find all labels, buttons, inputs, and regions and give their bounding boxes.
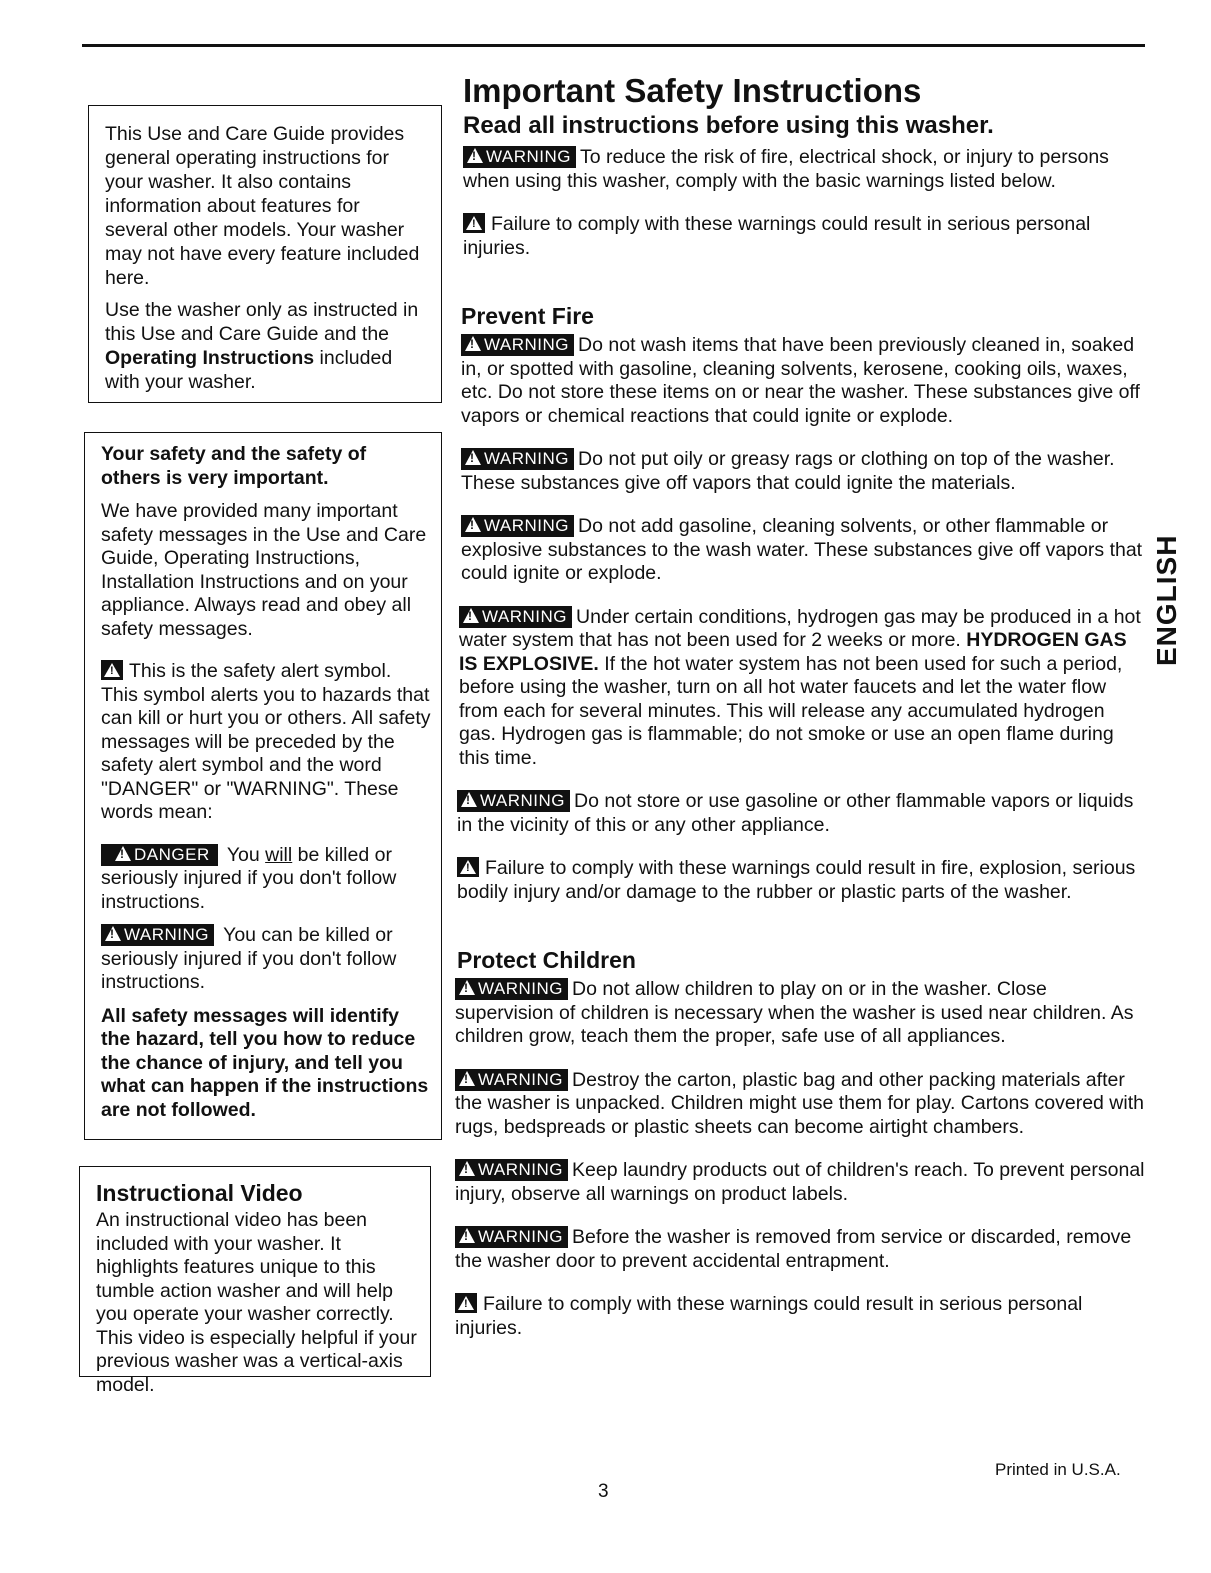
warning-triangle-icon	[465, 517, 481, 532]
fire-warning-4	[459, 606, 1145, 771]
video-body: An instructional video has been included with your washer. It highlights features unique to this tumble action washer and will help you operate your washer correctly. This video is especially helpful if your previous washer was a vertical-axis model.	[96, 1209, 417, 1396]
video-title: Instructional Video	[96, 1180, 303, 1206]
warning-badge	[457, 790, 570, 812]
warning-badge-label: WARNING	[482, 606, 568, 626]
fire-warning-1-text: Do not wash items that have been previously cleaned in, soaked in, or spotted with gasoline, cleaning solvents, kerosene, cooking oils, waxes, etc. Do not store these items on or near the washer. These substances give off vapors or chemical reactions that could ignite or explode.	[461, 334, 1140, 427]
guide-usage-start: Use the washer only as instructed in this Use and Care Guide and the	[105, 299, 419, 345]
fire-warning-3	[461, 515, 1145, 586]
safety-alert-icon	[463, 213, 485, 233]
child-alert	[455, 1293, 1145, 1340]
child-warning-4	[455, 1226, 1145, 1273]
warning-badge-label: WARNING	[478, 1069, 564, 1089]
intro-alert	[463, 213, 1145, 260]
warning-badge	[101, 924, 214, 946]
danger-will: will	[265, 843, 293, 866]
printed-in: Printed in U.S.A.	[995, 1460, 1121, 1479]
child-warning-4-text: Before the washer is removed from service or discarded, remove the washer door to prevent accidental entrapment.	[455, 1226, 1132, 1272]
warning-badge-label: WARNING	[478, 979, 564, 998]
warning-badge-label: WARNING	[484, 516, 570, 535]
guide-info-box	[88, 105, 442, 403]
warning-badge	[463, 146, 576, 168]
warning-badge	[461, 334, 574, 356]
safety-closing: All safety messages will identify the hazard, tell you how to reduce the chance of injury, and tell you what can happen if the instructions are not followed.	[101, 1004, 429, 1121]
danger-badge-label: DANGER	[134, 844, 210, 864]
warning-triangle-icon	[459, 1161, 475, 1176]
intro-warning-text: To reduce the risk of fire, electrical shock, or injury to persons when using this washer, comply with the basic warnings listed below.	[463, 146, 1109, 192]
safety-messages-text: We have provided many important safety messages in the Use and Care Guide, Operating Instructions, Installation Instructions and on your appliance. Always read and obey all safety messages.	[101, 500, 427, 640]
warning-badge	[455, 1159, 568, 1181]
instructional-video-box	[79, 1166, 431, 1396]
page-title: Important Safety Instructions	[463, 72, 922, 109]
child-alert-text: Failure to comply with these warnings could result in serious personal injuries.	[455, 1293, 1083, 1339]
fire-warning-1	[461, 334, 1145, 428]
safety-alert-icon	[457, 857, 479, 877]
danger-pre: You	[226, 843, 260, 866]
fire-warning-4-text-b: If the hot water system has not been used for such a period, before using the washer, turn on all hot water faucets and let the water flow from each for several minutes. This will release any accumulated hydrogen gas. Hydrogen gas is flammable; do not smoke or use an open flame during this time.	[459, 652, 1123, 769]
warning-triangle-icon	[105, 926, 121, 941]
safety-alert-icon	[455, 1293, 477, 1313]
language-label: ENGLISH	[1151, 534, 1182, 666]
safety-importance-box	[84, 432, 442, 1140]
warning-triangle-icon	[459, 980, 475, 995]
warning-badge-label: WARNING	[484, 335, 570, 354]
top-rule	[82, 44, 1145, 47]
warning-badge-label: WARNING	[478, 1160, 564, 1179]
safety-alert-icon	[101, 660, 123, 680]
child-warning-3-text: Keep laundry products out of children's reach. To prevent personal injury, observe all warnings on product labels.	[455, 1159, 1145, 1205]
warning-badge-label: WARNING	[484, 449, 570, 468]
warning-badge	[455, 1226, 568, 1248]
alert-symbol-desc: This is the safety alert symbol. This symbol alerts you to hazards that can kill or hurt you or others. All safety messages will be preceded by the safety alert symbol and the word "DANGER" or "WARNING". These words mean:	[101, 660, 431, 823]
page-subtitle: Read all instructions before using this washer.	[463, 112, 994, 139]
fire-warning-2	[461, 448, 1145, 495]
fire-warning-2-text: Do not put oily or greasy rags or clothing on top of the washer. These substances give off vapors that could ignite the materials.	[461, 448, 1115, 494]
warning-triangle-icon	[465, 450, 481, 465]
child-warning-1-text: Do not allow children to play on or in the washer. Close supervision of children is necessary when the washer is used near children. As children grow, teach them the proper, safe use of all appliances.	[455, 978, 1134, 1047]
child-warning-3	[455, 1159, 1145, 1206]
warning-triangle-icon	[465, 336, 481, 351]
fire-warning-5	[457, 790, 1145, 837]
warning-badge-label: WARNING	[480, 791, 566, 810]
warning-definition	[101, 924, 431, 995]
danger-badge	[101, 844, 218, 866]
guide-usage-end: included with your washer.	[105, 347, 393, 393]
child-warning-1	[455, 978, 1145, 1049]
fire-warning-4-text-a: Under certain conditions, hydrogen gas may be produced in a hot water system that has not been used for 2 weeks or more.	[459, 605, 1141, 651]
warning-triangle-icon	[461, 792, 477, 807]
alert-symbol-text	[101, 660, 431, 825]
warning-triangle-icon	[467, 148, 483, 163]
intro-alert-text: Failure to comply with these warnings could result in serious personal injuries.	[463, 213, 1091, 259]
warning-text: You can be killed or seriously injured if you don't follow instructions.	[101, 924, 397, 993]
fire-alert	[457, 857, 1145, 904]
danger-post: be killed or seriously injured if you don't follow instructions.	[101, 843, 397, 913]
fire-alert-text: Failure to comply with these warnings could result in fire, explosion, serious bodily injury and/or damage to the rubber or plastic parts of the washer.	[457, 857, 1136, 903]
safety-instructions	[455, 72, 1145, 1340]
children-heading: Protect Children	[457, 947, 636, 973]
safety-heading: Your safety and the safety of others is very important.	[101, 443, 367, 489]
danger-definition	[101, 844, 431, 915]
guide-usage-bold: Operating Instructions	[105, 347, 315, 369]
fire-warning-3-text: Do not add gasoline, cleaning solvents, or other flammable or explosive substances to the wash water. These substances give off vapors that could ignite or explode.	[461, 515, 1143, 584]
child-warning-2	[455, 1069, 1145, 1140]
warning-badge	[455, 1069, 568, 1091]
guide-usage	[105, 298, 427, 394]
warning-triangle-icon	[115, 846, 131, 861]
warning-badge-label: WARNING	[124, 925, 210, 944]
warning-triangle-icon	[459, 1228, 475, 1243]
warning-triangle-icon	[463, 608, 479, 623]
guide-intro: This Use and Care Guide provides general operating instructions for your washer. It also contains information about features for several other models. Your washer may not have every feature included here.	[105, 123, 420, 289]
warning-badge-label: WARNING	[478, 1227, 564, 1246]
warning-badge	[459, 606, 572, 628]
warning-badge-label: WARNING	[486, 147, 572, 166]
warning-badge	[455, 978, 568, 1000]
hydrogen-explosive: HYDROGEN GAS IS EXPLOSIVE.	[459, 629, 1127, 675]
fire-heading: Prevent Fire	[461, 303, 594, 329]
page-number: 3	[598, 1481, 609, 1502]
warning-badge	[461, 448, 574, 470]
fire-warning-5-text: Do not store or use gasoline or other flammable vapors or liquids in the vicinity of this or any other appliance.	[457, 790, 1134, 836]
child-warning-2-text: Destroy the carton, plastic bag and other packing materials after the washer is unpacked. Children might use them for play. Cartons covered with rugs, bedspreads or plastic sheets can become airtight chambers.	[455, 1068, 1144, 1138]
warning-triangle-icon	[459, 1071, 475, 1086]
warning-badge	[461, 515, 574, 537]
intro-warning	[463, 146, 1145, 193]
